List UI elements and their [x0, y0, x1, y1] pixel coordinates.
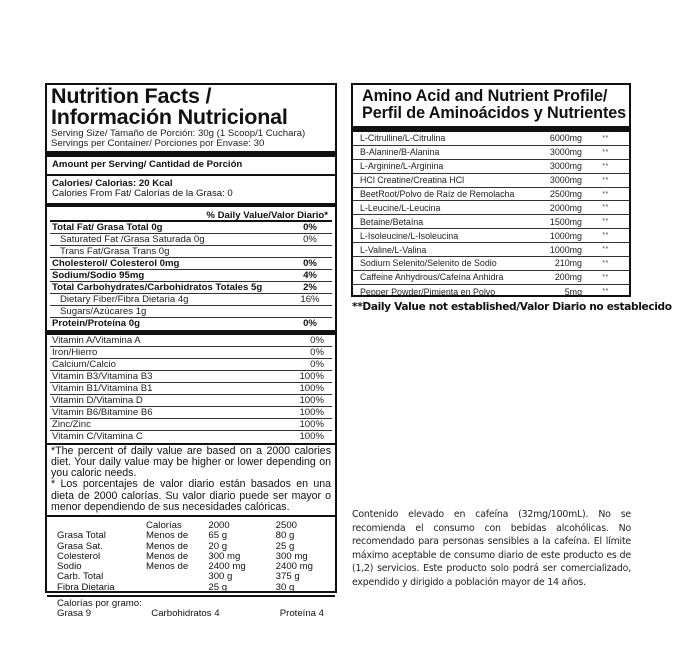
amino-dv: ** — [602, 190, 609, 198]
amino-amount: 3000mg — [549, 147, 582, 158]
amino-title-es: Perfil de Aminoácidos y Nutrientes — [362, 104, 627, 122]
amino-dv: ** — [602, 232, 609, 240]
caffeine-warning: Contenido elevado en cafeína (32mg/100mL). No se recomienda el consumo con bebidas alcohólicas. No recomendado para personas sensibles a la cafeína. El límite máximo aceptable de consumo diario de este producto es de (1,2) servicios. Este producto solo podrá ser comercializado, expendido y dirigido a población mayor de 14 años. — [352, 509, 631, 588]
amino-row — [353, 146, 629, 160]
amino-name: BeetRoot/Polvo de Raíz de Remolacha — [360, 189, 515, 199]
nutrient-row — [50, 258, 332, 270]
vitamin-row-label: Iron/Hierro — [52, 346, 98, 358]
dv-table-cell: 2000 — [208, 520, 230, 532]
footnote-es: * Los porcentajes de valor diario están basados en una dieta de 2000 calorías. Su valor diario puede ser mayor o menor dependiendo de sus necesidades calóricas. — [51, 478, 331, 513]
vitamin-row-label: Vitamin A/Vitamina A — [52, 334, 141, 346]
amino-name: L-Arginine/L-Arginina — [360, 161, 444, 172]
calories-per-gram-label: Calorías por gramo: — [57, 597, 142, 609]
nutrients-list — [50, 222, 332, 330]
amino-amount: 1000mg — [549, 244, 582, 255]
amino-row — [353, 201, 629, 215]
dv-table-row — [47, 572, 335, 582]
amino-row — [353, 271, 629, 285]
nutrient-row-label: Cholesterol/ Colesterol 0mg — [52, 257, 180, 269]
thick-divider — [47, 203, 335, 207]
amino-dv: ** — [602, 273, 609, 281]
vitamin-row-label: Calcium/Calcio — [52, 358, 116, 370]
dv-table-cell: 300 mg — [275, 550, 308, 562]
vitamin-row-value: 100% — [299, 370, 324, 382]
dv-table-cell: Calorías — [146, 520, 182, 532]
nutrition-title-en: Nutrition Facts / — [51, 84, 212, 108]
serving-size: Serving Size/ Tamaño de Porción: 30g (1 Scoop/1 Cuchara) — [51, 128, 306, 139]
amino-amount: 210mg — [554, 258, 582, 269]
nutrient-row — [50, 246, 332, 258]
amino-dv: ** — [602, 246, 609, 254]
vitamin-row — [50, 347, 332, 359]
amino-profile-panel — [351, 83, 631, 297]
carb-calories: Carbohidratos 4 — [151, 607, 220, 619]
amino-amount: 2500mg — [549, 189, 582, 199]
calories: Calories/ Calorias: 20 Kcal — [52, 177, 173, 189]
nutrient-row-label: Sugars/Azúcares 1g — [60, 305, 147, 317]
vitamin-row-label: Vitamin B6/Bitamine B6 — [52, 406, 153, 418]
amount-per-serving: Amount per Serving/ Cantidad de Porción — [47, 157, 335, 176]
vitamin-row-value: 0% — [310, 334, 324, 346]
vitamins-list — [50, 335, 332, 443]
dv-table-cell: 300 g — [208, 571, 233, 583]
amino-row — [353, 285, 629, 299]
nutrient-row-value: 0% — [303, 221, 317, 233]
nutrient-row-label: Protein/Proteína 0g — [52, 318, 140, 329]
vitamin-row-value: 100% — [299, 382, 324, 394]
vitamin-row-value: 100% — [299, 418, 324, 430]
dv-table-cell: 300 mg — [208, 550, 241, 562]
vitamin-row-label: Vitamin C/Vitamina C — [52, 431, 143, 442]
footnote-en: *The percent of daily value are based on a 2000 calories diet. Your daily value may be higher or lower depending on you caloric needs. — [51, 444, 331, 480]
protein-calories: Proteína 4 — [279, 607, 324, 619]
dv-table-cell: 25 g — [275, 540, 295, 552]
daily-value-header: % Daily Value/Valor Diario* — [50, 209, 332, 222]
amino-dv: ** — [602, 134, 609, 142]
footnote — [47, 443, 335, 518]
dv-table-cell: 80 g — [275, 530, 295, 542]
amino-amount: 3000mg — [549, 161, 582, 172]
vitamin-row-value: 100% — [299, 394, 324, 406]
nutrient-row — [50, 294, 332, 306]
dv-table-cell — [146, 572, 208, 582]
amino-name: Betaine/Betaína — [360, 216, 424, 227]
nutrient-row-label: Saturated Fat /Grasa Saturada 0g — [60, 233, 205, 245]
daily-value-reference-table — [47, 517, 335, 596]
amino-row — [353, 188, 629, 202]
vitamin-row-value: 0% — [310, 346, 324, 358]
amino-dv: ** — [602, 204, 609, 212]
vitamin-row-label: Vitamin D/Vitamina D — [52, 394, 143, 406]
fat-calories: Grasa 9 — [57, 607, 92, 619]
vitamin-row — [50, 383, 332, 395]
amino-row — [353, 174, 629, 188]
nutrient-row — [50, 282, 332, 294]
vitamin-row — [50, 395, 332, 407]
nutrient-row — [50, 318, 332, 330]
dv-table-cell: Grasa Sat. — [57, 540, 103, 552]
amino-name: L-Isoleucine/L-Isoleucina — [360, 230, 459, 241]
dv-table-cell: 20 g — [208, 540, 228, 552]
amino-dv: ** — [602, 218, 609, 226]
vitamin-row-value: 100% — [299, 406, 324, 418]
dv-table-cell: Grasa Total — [57, 530, 106, 542]
amino-name: L-Valine/L-Valina — [360, 244, 427, 255]
vitamin-row — [50, 335, 332, 347]
dv-table-cell: Sodio — [57, 561, 82, 573]
nutrient-row-value: 0% — [303, 257, 317, 269]
nutrient-row-value: 0% — [303, 318, 317, 329]
nutrient-row-label: Total Fat/ Grasa Total 0g — [52, 221, 163, 233]
calories-from-fat: Calories From Fat/ Calorías de la Grasa: 0 — [52, 188, 233, 199]
dv-table-row — [47, 583, 335, 593]
dv-table-cell: Menos de — [146, 561, 189, 573]
dv-table-cell: 25 g — [208, 581, 228, 593]
vitamin-row-label: Vitamin B3/Vitamina B3 — [52, 370, 153, 382]
dv-table-cell: 375 g — [275, 571, 300, 583]
amino-row — [353, 132, 629, 146]
nutrient-row-value: 0% — [303, 233, 317, 245]
dv-table-cell — [146, 583, 208, 593]
amino-list — [353, 132, 629, 299]
servings-per-container: Servings per Container/ Porciones por Envase: 30 — [51, 138, 265, 149]
amino-title-en: Amino Acid and Nutrient Profile/ — [362, 87, 608, 105]
dv-table-cell: Menos de — [146, 540, 189, 552]
amino-amount: 6000mg — [549, 133, 582, 144]
dv-table-cell: Menos de — [146, 550, 189, 562]
amino-amount: 200mg — [554, 272, 582, 283]
dv-table-cell: 2400 mg — [208, 561, 246, 573]
vitamin-row-value: 100% — [299, 431, 324, 442]
amino-row — [353, 257, 629, 271]
dv-table-cell: 30 g — [275, 581, 295, 593]
dv-table-cell: Colesterol — [57, 550, 101, 562]
nutrient-row — [50, 222, 332, 234]
amino-row — [353, 243, 629, 257]
amino-amount: 1500mg — [549, 216, 582, 227]
vitamin-row — [50, 407, 332, 419]
vitamin-row — [50, 371, 332, 383]
amino-name: B-Alanine/B-Alanina — [360, 147, 440, 158]
amino-name: L-Leucine/L-Leucina — [360, 202, 441, 213]
nutrient-row — [50, 234, 332, 246]
amino-row — [353, 160, 629, 174]
amino-amount: 2000mg — [549, 202, 582, 213]
amino-dv: ** — [602, 162, 609, 170]
vitamin-row — [50, 431, 332, 443]
amino-amount: 1000mg — [549, 230, 582, 241]
dv-table-cell: 2400 mg — [275, 561, 313, 573]
nutrient-row — [50, 270, 332, 282]
amino-amount: 3000mg — [549, 175, 582, 186]
amino-dv: ** — [602, 148, 609, 156]
amino-amount: 5mg — [564, 286, 582, 297]
amino-title — [353, 85, 629, 124]
nutrient-row-label: Trans Fat/Grasa Trans 0g — [60, 245, 170, 257]
vitamin-row-label: Vitamin B1/Vitamina B1 — [52, 382, 153, 394]
amino-dv: ** — [602, 176, 609, 184]
vitamin-row — [50, 359, 332, 371]
dv-table-cell: 2500 — [275, 520, 297, 532]
amino-name: Caffeine Anhydrous/Cafeína Anhidra — [360, 272, 504, 283]
dv-table-cell: 65 g — [208, 530, 228, 542]
amino-name: Pepper Powder/Pimienta en Polvo — [360, 286, 496, 297]
nutrient-row-label: Sodium/Sodio 95mg — [52, 269, 145, 281]
calories-per-gram — [50, 597, 332, 619]
nutrient-row-value: 16% — [300, 293, 320, 305]
amino-row — [353, 229, 629, 243]
vitamin-row — [50, 419, 332, 431]
amino-name: L-Citrulline/L-Citrulina — [360, 133, 446, 144]
nutrient-row-value: 4% — [303, 269, 317, 281]
dv-table-cell: Carb. Total — [57, 571, 104, 583]
amino-row — [353, 215, 629, 229]
nutrition-title-es: Información Nutricional — [51, 105, 288, 129]
dv-table-cell: Menos de — [146, 530, 189, 542]
amino-name: HCl Creatine/Creatina HCl — [360, 175, 465, 186]
nutrient-row — [50, 306, 332, 318]
vitamin-row-value: 0% — [310, 358, 324, 370]
nutrition-facts-panel — [45, 83, 337, 619]
nutrient-row-label: Dietary Fiber/Fibra Dietaria 4g — [60, 293, 189, 305]
nutrient-row-value: 2% — [303, 281, 317, 293]
calories-block — [50, 176, 332, 202]
daily-value-note: **Daily Value not established/Valor Diario no establecido — [352, 301, 672, 313]
amino-dv: ** — [602, 259, 609, 267]
amino-name: Sodium Selenito/Selenito de Sodio — [360, 258, 497, 269]
vitamin-row-label: Zinc/Zinc — [52, 418, 91, 430]
nutrient-row-label: Total Carbohydrates/Carbohidratos Totales 5g — [52, 281, 263, 293]
amino-dv: ** — [602, 288, 609, 296]
dv-table-cell: Fibra Dietaria — [57, 581, 115, 593]
